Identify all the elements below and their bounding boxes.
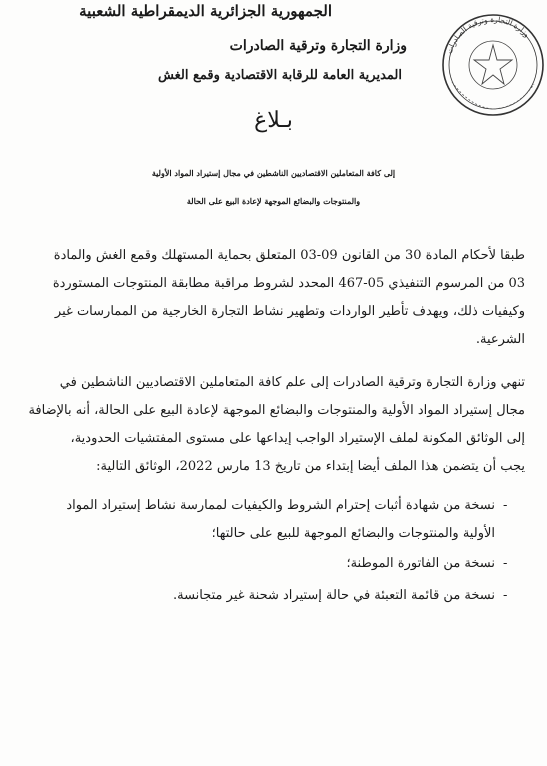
subject-line-1: إلى كافة المتعاملين الاقتصاديين الناشطين في مجال إستيراد المواد الأولية [151,168,396,178]
header-directorate: المديرية العامة للرقابة الاقتصادية وقمع الغش [158,68,402,83]
bullet-1-line: الأولية والمنتوجات والبضائع الموجهة للبيع على حالتها؛ [211,526,495,541]
paragraph-1-line: الشرعية. [475,332,525,347]
paragraph-2-line: إلى الوثائق المكونة لملف الإستيراد الواجب إيداعها على مستوى المفتشيات الحدودية، [70,431,525,446]
official-stamp [440,12,546,118]
document-title: بـلاغ [254,108,293,133]
bullet-1-line: نسخة من شهادة أثبات إحترام الشروط والكيفيات لممارسة نشاط إستيراد المواد [66,498,495,513]
bullet-marker: - [503,588,508,603]
bullet-3-line: نسخة من قائمة التعبئة في حالة إستيراد شحنة غير متجانسة. [172,588,495,603]
paragraph-2-line: تنهي وزارة التجارة وترقية الصادرات إلى علم كافة المتعاملين الاقتصاديين الناشطين في [59,375,525,390]
paragraph-1-line: طبقا لأحكام المادة 30 من القانون 09-03 المتعلق بحماية المستهلك وقمع الغش والمادة [53,248,525,263]
header-ministry: وزارة التجارة وترقية الصادرات [229,38,407,54]
paragraph-2-line: يجب أن يتضمن هذا الملف أيضا إبتداء من تاريخ 13 مارس 2022، الوثائق التالية: [96,459,525,474]
svg-text:وزارة التجارة وترقية الصادرات: وزارة التجارة وترقية الصادرات [444,14,532,55]
subject-line-2: والمنتوجات والبضائع الموجهة لإعادة البيع على الحالة [186,196,361,206]
paragraph-2-line: مجال إستيراد المواد الأولية والمنتوجات والبضائع الموجهة لإعادة البيع على الحالة، أنه بالإضافة [28,403,525,418]
paragraph-1-line: 03 من المرسوم التنفيذي 05-467 المحدد لشروط مراقبة مطابقة المنتوجات المستوردة [52,276,525,291]
paragraph-1-line: وكيفيات ذلك، ويهدف تأطير الواردات وتطهير نشاط التجارة الخارجية من الممارسات غير [54,304,525,319]
bullet-2-line: نسخة من الفاتورة الموطنة؛ [346,556,495,571]
bullet-marker: - [503,556,508,571]
bullet-marker: - [503,498,508,513]
header-republic: الجمهورية الجزائرية الديمقراطية الشعبية [79,2,332,20]
